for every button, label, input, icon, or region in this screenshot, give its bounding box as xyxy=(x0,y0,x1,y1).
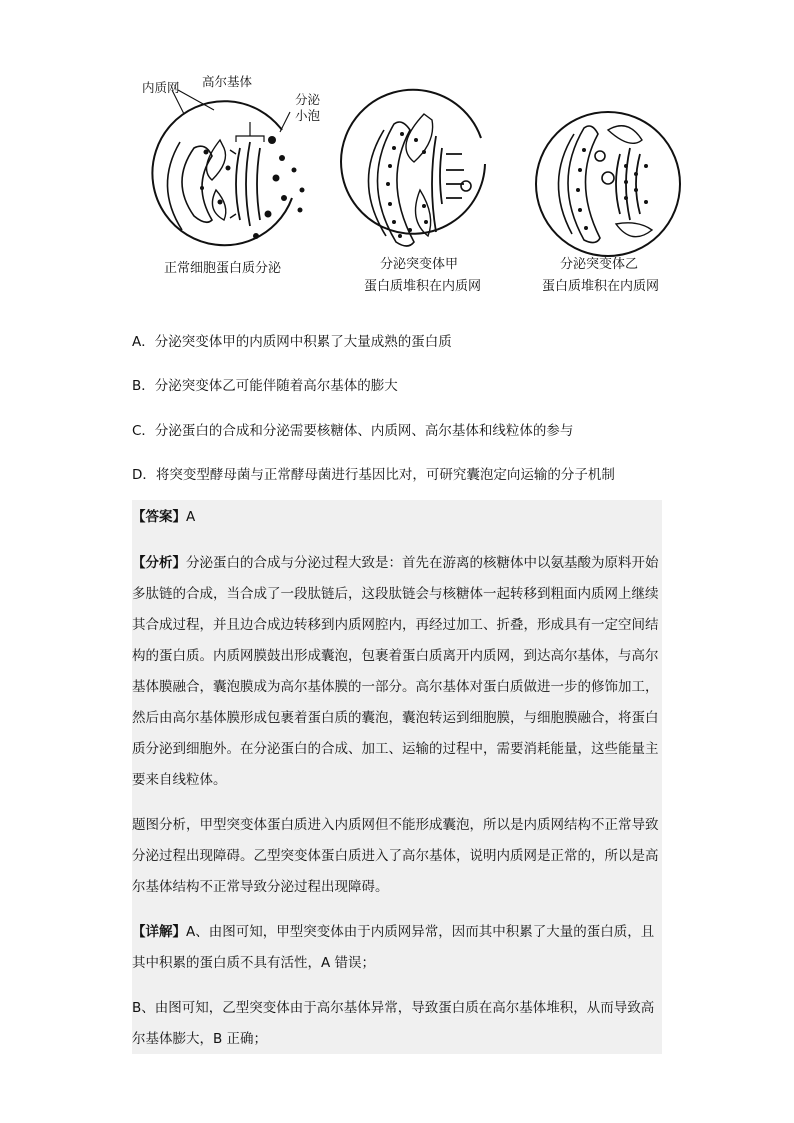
mutant-a-cell-drawing xyxy=(341,90,485,246)
normal-cell-drawing xyxy=(152,90,292,245)
analysis-figure-paragraph xyxy=(132,810,662,903)
detail-b-text: B、由图可知，乙型突变体由于高尔基体异常，导致蛋白质在高尔基体堆积，从而导致高尔基体膨大，B 正确； xyxy=(132,1000,655,1047)
label-er: 内质网 xyxy=(142,80,180,95)
caption-normal: 正常细胞蛋白质分泌 xyxy=(164,261,282,276)
option-c: C．分泌蛋白的合成和分泌需要核糖体、内质网、高尔基体和线粒体的参与 xyxy=(132,423,574,439)
label-vesicle-line1: 分泌 xyxy=(295,92,321,107)
caption-mutant-a-line2: 蛋白质堆积在内质网 xyxy=(364,279,482,294)
detail-paragraph-b xyxy=(132,993,662,1055)
option-a: A．分泌突变体甲的内质网中积累了大量成熟的蛋白质 xyxy=(132,334,452,350)
label-golgi: 高尔基体 xyxy=(202,74,253,89)
analysis-figure-text: 题图分析，甲型突变体蛋白质进入内质网但不能形成囊泡，所以是内质网结构不正常导致分泌过程出现障碍。乙型突变体蛋白质进入了高尔基体，说明内质网是正常的，所以是高尔基体结构不正常导致分泌过程出现障碍。 xyxy=(132,817,659,895)
answer-value: A xyxy=(186,509,196,525)
mutant-b-cell-drawing xyxy=(536,112,680,256)
detail-paragraph-a xyxy=(132,917,662,979)
detail-a-text: A、由图可知，甲型突变体由于内质网异常，因而其中积累了大量的蛋白质，且其中积累的蛋白质不具有活性，A 错误； xyxy=(132,924,655,971)
option-b: B．分泌突变体乙可能伴随着高尔基体的膨大 xyxy=(132,378,398,394)
caption-mutant-a-line1: 分泌突变体甲 xyxy=(380,257,459,272)
label-vesicle-line2: 小泡 xyxy=(295,108,321,123)
analysis-paragraph xyxy=(132,548,662,796)
analysis-tag: 【分析】 xyxy=(132,555,186,571)
detail-tag: 【详解】 xyxy=(132,924,186,940)
analysis-text: 分泌蛋白的合成与分泌过程大致是：首先在游离的核糖体中以氨基酸为原料开始多肽链的合成，当合成了一段肽链后，这段肽链会与核糖体一起转移到粗面内质网上继续其合成过程，并且边合成边转移到内质网腔内，再经过加工、折叠，形成具有一定空间结构的蛋白质。内质网膜鼓出形成囊泡，包裹着蛋白质离开内质网，到达高尔基体，与高尔基体膜融合，囊泡膜成为高尔基体膜的一部分。高尔基体对蛋白质做进一步的修饰加工，然后由高尔基体膜形成包裹着蛋白质的囊泡，囊泡转运到细胞膜，与细胞膜融合，将蛋白质分泌到细胞外。在分泌蛋白的合成、加工、运输的过程中，需要消耗能量，这些能量主要来自线粒体。 xyxy=(132,555,659,788)
answer-line xyxy=(132,502,662,533)
caption-mutant-b-line2: 蛋白质堆积在内质网 xyxy=(542,279,660,294)
answer-tag: 【答案】 xyxy=(132,509,186,525)
option-d: D．将突变型酵母菌与正常酵母菌进行基因比对，可研究囊泡定向运输的分子机制 xyxy=(132,467,615,483)
cell-diagram-figure xyxy=(132,70,692,310)
caption-mutant-b-line1: 分泌突变体乙 xyxy=(560,257,639,272)
